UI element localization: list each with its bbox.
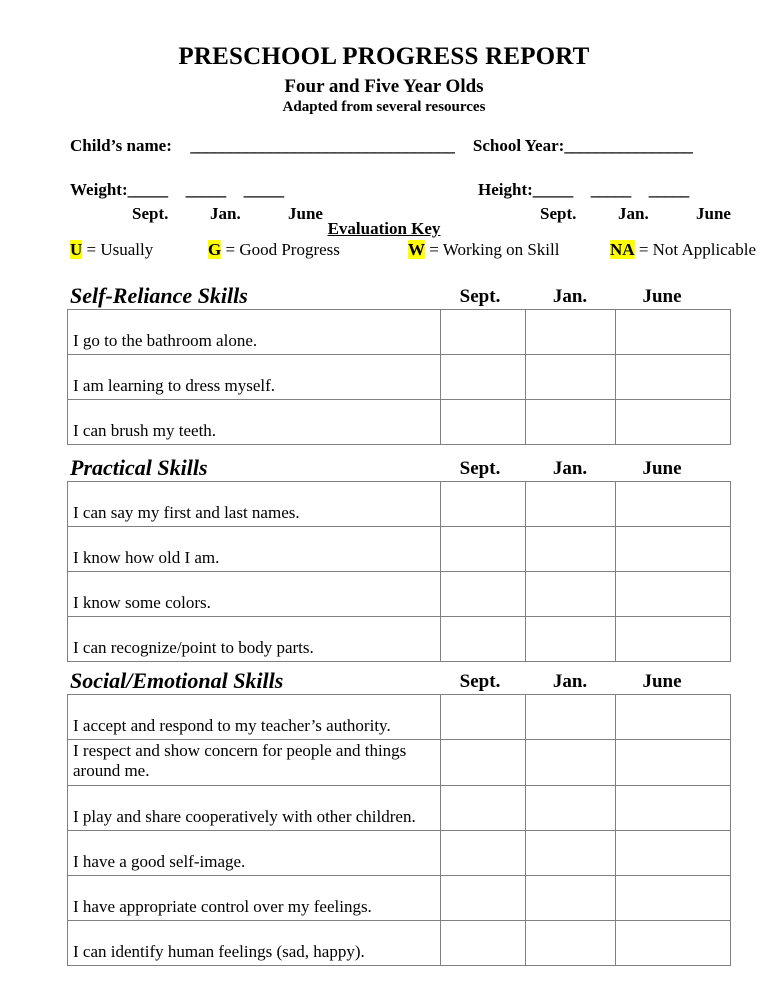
skill-label: I know some colors. bbox=[68, 572, 441, 617]
page-source-note: Adapted from several resources bbox=[282, 99, 486, 115]
height-line bbox=[478, 180, 768, 200]
skills-table bbox=[67, 481, 731, 662]
page-subtitle: Four and Five Year Olds bbox=[284, 76, 484, 97]
mark-cell-june[interactable] bbox=[616, 617, 731, 662]
key-text-u: = Usually bbox=[82, 240, 154, 259]
height-jan-field[interactable]: _____ bbox=[590, 180, 631, 199]
section-header bbox=[67, 279, 730, 309]
weight-label: Weight: bbox=[70, 180, 128, 199]
weight-sept-field[interactable]: _____ bbox=[127, 180, 168, 199]
table-row bbox=[68, 617, 731, 662]
key-code-g: G bbox=[208, 240, 222, 259]
mark-cell-sept[interactable] bbox=[441, 355, 526, 400]
mark-cell-jan[interactable] bbox=[526, 355, 616, 400]
mark-cell-sept[interactable] bbox=[441, 831, 526, 876]
column-header-june: June bbox=[642, 286, 682, 307]
mark-cell-june[interactable] bbox=[616, 527, 731, 572]
child-name-label: Child’s name: bbox=[70, 136, 172, 155]
skill-label: I have a good self-image. bbox=[68, 831, 441, 876]
identification-row bbox=[70, 136, 730, 156]
mark-cell-jan[interactable] bbox=[526, 400, 616, 445]
column-header-june: June bbox=[642, 458, 682, 479]
mark-cell-sept[interactable] bbox=[441, 310, 526, 355]
weight-block bbox=[70, 180, 366, 224]
section-title: Practical Skills bbox=[70, 455, 208, 480]
key-item-usually bbox=[70, 240, 208, 260]
table-row bbox=[68, 786, 731, 831]
evaluation-key-heading-text: Evaluation Key bbox=[327, 219, 441, 238]
key-code-u: U bbox=[70, 240, 83, 259]
mark-cell-june[interactable] bbox=[616, 482, 731, 527]
evaluation-key-heading bbox=[0, 219, 768, 239]
mark-cell-june[interactable] bbox=[616, 921, 731, 966]
mark-cell-sept[interactable] bbox=[441, 740, 526, 786]
evaluation-key-row bbox=[70, 240, 757, 260]
section-practical-skills bbox=[67, 451, 730, 662]
height-block bbox=[478, 180, 768, 224]
table-row bbox=[68, 355, 731, 400]
weight-june-field[interactable]: _____ bbox=[243, 180, 284, 199]
mark-cell-sept[interactable] bbox=[441, 482, 526, 527]
table-row bbox=[68, 831, 731, 876]
column-header-jan: Jan. bbox=[552, 458, 588, 479]
column-header-june: June bbox=[642, 671, 682, 692]
skill-label: I go to the bathroom alone. bbox=[68, 310, 441, 355]
weight-line bbox=[70, 180, 366, 200]
school-year-field[interactable]: ________________ bbox=[564, 136, 693, 155]
table-row bbox=[68, 310, 731, 355]
skills-table bbox=[67, 694, 731, 966]
mark-cell-sept[interactable] bbox=[441, 786, 526, 831]
mark-cell-sept[interactable] bbox=[441, 617, 526, 662]
section-title: Self-Reliance Skills bbox=[70, 283, 248, 308]
skill-label: I can brush my teeth. bbox=[68, 400, 441, 445]
table-row bbox=[68, 572, 731, 617]
school-year-label: School Year: bbox=[472, 136, 565, 155]
mark-cell-jan[interactable] bbox=[526, 740, 616, 786]
mark-cell-sept[interactable] bbox=[441, 695, 526, 740]
section-social-emotional-skills bbox=[67, 664, 730, 966]
weight-period-jan: Jan. bbox=[210, 204, 241, 223]
weight-jan-field[interactable]: _____ bbox=[185, 180, 226, 199]
section-self-reliance-skills bbox=[67, 279, 730, 445]
table-row bbox=[68, 876, 731, 921]
key-text-na: = Not Applicable bbox=[634, 240, 757, 259]
skill-label: I have appropriate control over my feelings. bbox=[68, 876, 441, 921]
skill-label: I can identify human feelings (sad, happy). bbox=[68, 921, 441, 966]
mark-cell-jan[interactable] bbox=[526, 482, 616, 527]
column-header-sept: Sept. bbox=[459, 458, 501, 479]
key-text-w: = Working on Skill bbox=[425, 240, 560, 259]
mark-cell-jan[interactable] bbox=[526, 695, 616, 740]
table-row bbox=[68, 527, 731, 572]
weight-period-sept: Sept. bbox=[132, 204, 169, 223]
mark-cell-jan[interactable] bbox=[526, 831, 616, 876]
height-period-sept: Sept. bbox=[540, 204, 577, 223]
mark-cell-sept[interactable] bbox=[441, 400, 526, 445]
skill-label: I am learning to dress myself. bbox=[68, 355, 441, 400]
weight-period-june: June bbox=[288, 204, 323, 223]
mark-cell-june[interactable] bbox=[616, 786, 731, 831]
child-name-field[interactable]: _________________________________ bbox=[190, 136, 455, 155]
height-sept-field[interactable]: _____ bbox=[532, 180, 573, 199]
skill-label: I know how old I am. bbox=[68, 527, 441, 572]
mark-cell-june[interactable] bbox=[616, 831, 731, 876]
key-item-good-progress bbox=[208, 240, 408, 260]
table-row bbox=[68, 740, 731, 786]
mark-cell-june[interactable] bbox=[616, 310, 731, 355]
mark-cell-june[interactable] bbox=[616, 740, 731, 786]
mark-cell-sept[interactable] bbox=[441, 876, 526, 921]
column-header-jan: Jan. bbox=[552, 671, 588, 692]
skill-label: I respect and show concern for people and things around me. bbox=[68, 740, 441, 786]
table-row bbox=[68, 482, 731, 527]
column-header-sept: Sept. bbox=[459, 671, 501, 692]
key-item-working-on-skill bbox=[408, 240, 610, 260]
skill-label: I play and share cooperatively with other children. bbox=[68, 786, 441, 831]
mark-cell-jan[interactable] bbox=[526, 786, 616, 831]
mark-cell-june[interactable] bbox=[616, 355, 731, 400]
mark-cell-june[interactable] bbox=[616, 400, 731, 445]
table-row bbox=[68, 400, 731, 445]
key-text-g: = Good Progress bbox=[221, 240, 340, 259]
skills-table bbox=[67, 309, 731, 445]
table-row bbox=[68, 695, 731, 740]
mark-cell-jan[interactable] bbox=[526, 617, 616, 662]
height-june-field[interactable]: _____ bbox=[648, 180, 689, 199]
table-row bbox=[68, 921, 731, 966]
section-header bbox=[67, 451, 730, 481]
height-period-jan: Jan. bbox=[618, 204, 649, 223]
skill-label: I can say my first and last names. bbox=[68, 482, 441, 527]
key-code-na: NA bbox=[610, 240, 635, 259]
height-label: Height: bbox=[478, 180, 533, 199]
mark-cell-sept[interactable] bbox=[441, 527, 526, 572]
mark-cell-jan[interactable] bbox=[526, 527, 616, 572]
mark-cell-jan[interactable] bbox=[526, 876, 616, 921]
column-header-jan: Jan. bbox=[552, 286, 588, 307]
key-item-not-applicable bbox=[610, 240, 757, 260]
page-title: PRESCHOOL PROGRESS REPORT bbox=[178, 43, 590, 70]
mark-cell-june[interactable] bbox=[616, 695, 731, 740]
column-header-sept: Sept. bbox=[459, 286, 501, 307]
mark-cell-jan[interactable] bbox=[526, 572, 616, 617]
section-header bbox=[67, 664, 730, 694]
mark-cell-sept[interactable] bbox=[441, 572, 526, 617]
mark-cell-june[interactable] bbox=[616, 876, 731, 921]
skill-label: I accept and respond to my teacher’s authority. bbox=[68, 695, 441, 740]
mark-cell-sept[interactable] bbox=[441, 921, 526, 966]
mark-cell-jan[interactable] bbox=[526, 921, 616, 966]
mark-cell-june[interactable] bbox=[616, 572, 731, 617]
mark-cell-jan[interactable] bbox=[526, 310, 616, 355]
height-period-june: June bbox=[696, 204, 731, 223]
section-title: Social/Emotional Skills bbox=[70, 668, 284, 693]
key-code-w: W bbox=[408, 240, 425, 259]
skill-label: I can recognize/point to body parts. bbox=[68, 617, 441, 662]
